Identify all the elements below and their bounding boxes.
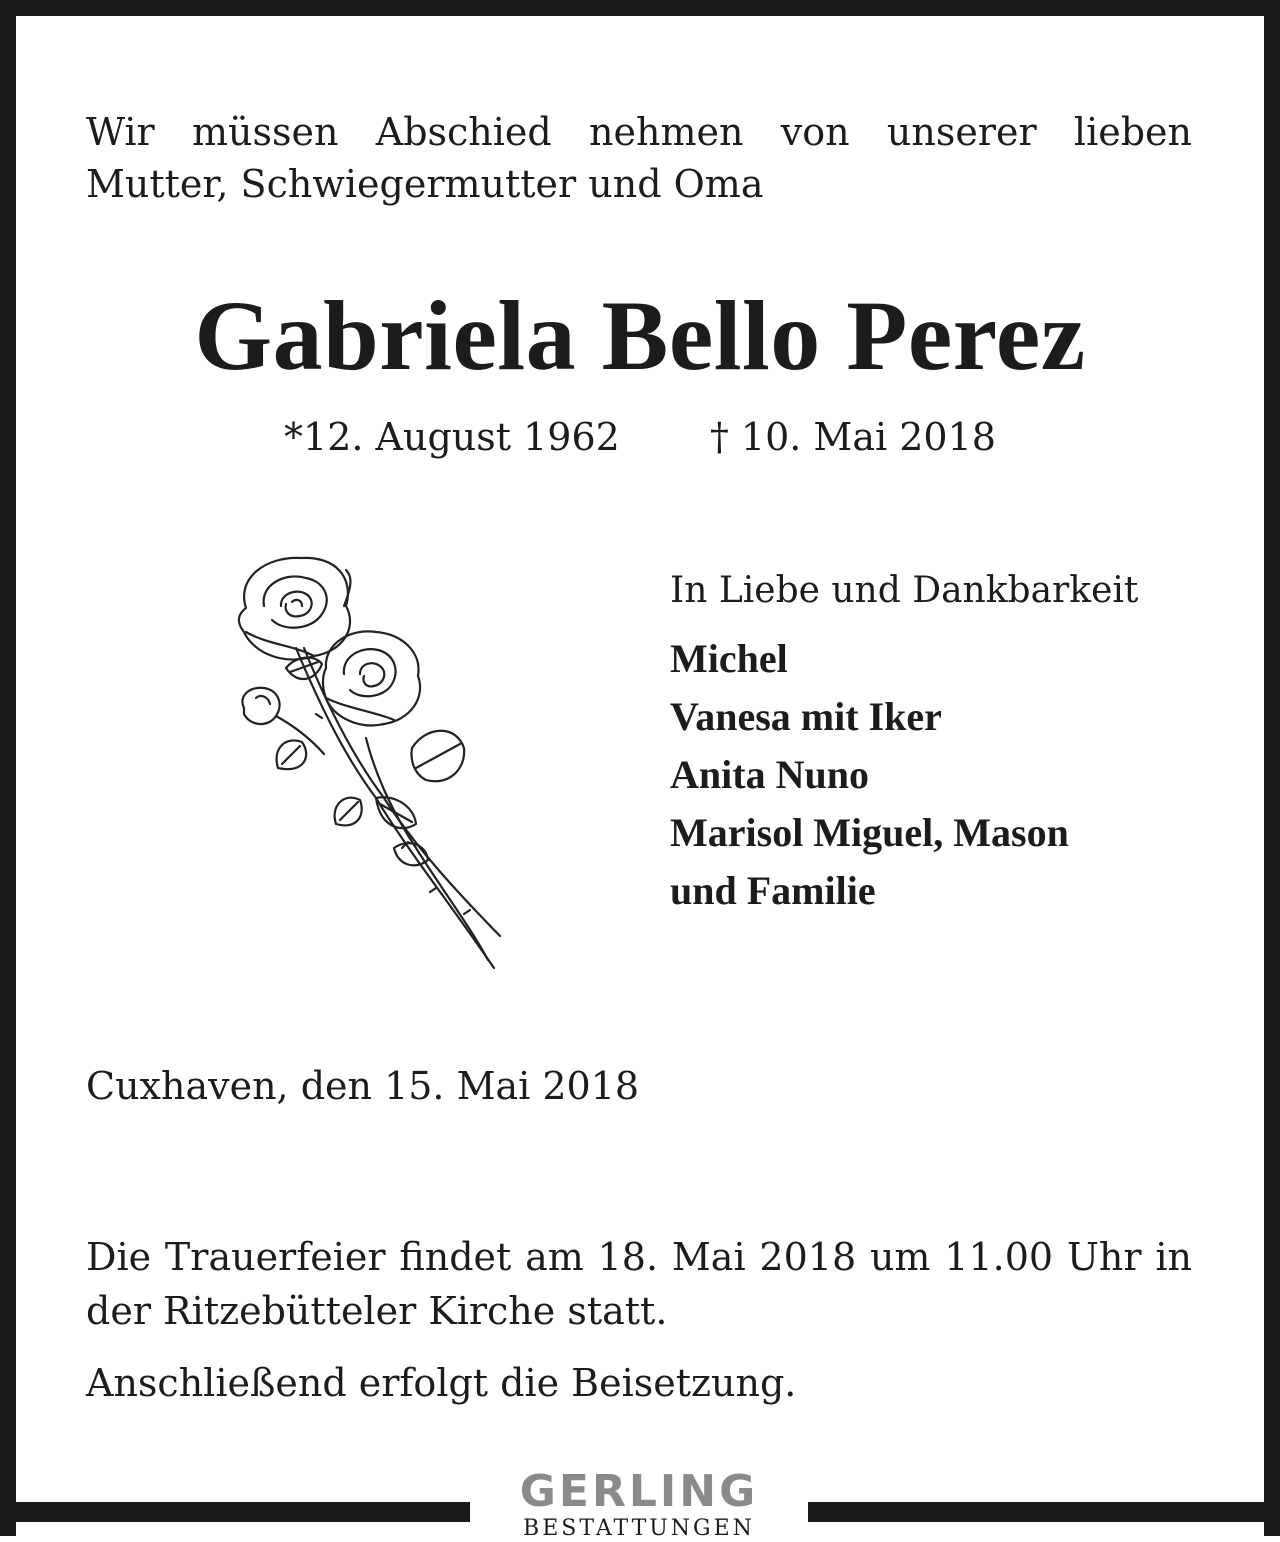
mourner-name: Marisol Miguel, Mason	[670, 810, 1069, 855]
mourner-name: Anita Nuno	[670, 752, 869, 797]
frame-left-border	[0, 0, 16, 1536]
deceased-name: Gabriela Bello Perez	[194, 280, 1086, 391]
funeral-info: Die Trauerfeier findet am 18. Mai 2018 um 11.00 Uhr in der Ritzebütteler Kirche statt.	[86, 1235, 1192, 1333]
mourners-lead: In Liebe und Dankbarkeit	[670, 570, 1139, 611]
birth-date: *12. August 1962	[284, 415, 620, 459]
frame-bottom-border-left	[0, 1502, 470, 1522]
mourner-name: und Familie	[670, 868, 876, 913]
rose-illustration	[226, 548, 516, 978]
mourners-block	[670, 566, 1230, 920]
frame-top-border	[0, 0, 1280, 16]
mourner-name: Vanesa mit Iker	[670, 694, 942, 739]
mourner-name: Michel	[670, 636, 788, 681]
frame-right-border	[1264, 0, 1280, 1536]
frame-bottom-border-right	[808, 1502, 1280, 1522]
logo-subtitle: BESTATTUNGEN	[523, 1516, 755, 1541]
funeral-home-logo	[470, 1466, 808, 1542]
logo-brand: GERLING	[519, 1466, 759, 1517]
burial-info: Anschließend erfolgt die Beisetzung.	[86, 1361, 797, 1405]
mourners-list	[670, 630, 1230, 920]
death-date: † 10. Mai 2018	[709, 415, 996, 459]
place-date: Cuxhaven, den 15. Mai 2018	[86, 1064, 640, 1108]
intro-text: Wir müssen Abschied nehmen von unserer lieben Mutter, Schwiegermutter und Oma	[86, 110, 1192, 206]
life-dates	[0, 412, 1280, 462]
